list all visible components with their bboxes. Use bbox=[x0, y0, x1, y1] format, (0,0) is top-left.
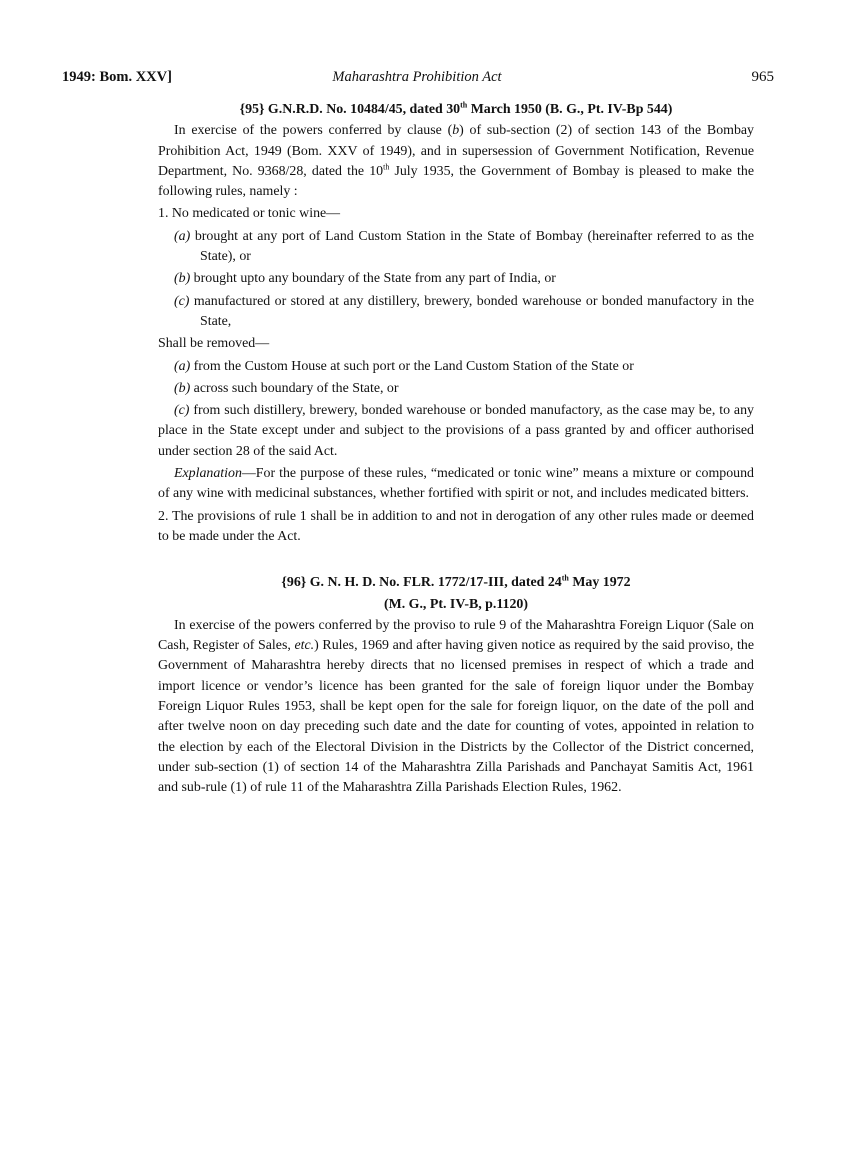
page-number: 965 bbox=[751, 69, 774, 85]
page-header bbox=[62, 68, 772, 90]
section-96-heading: {96} G. N. H. D. No. FLR. 1772/17-III, dated 24th May 1972 bbox=[281, 573, 631, 591]
removal-clause-b: (b) across such boundary of the State, or bbox=[174, 380, 399, 396]
removal-clause-a: (a) from the Custom House at such port or the Land Custom Station of the State or bbox=[174, 358, 634, 374]
section-95-heading: {95} G.N.R.D. No. 10484/45, dated 30th March 1950 (B. G., Pt. IV-Bp 544) bbox=[239, 100, 673, 117]
shall-be-removed: Shall be removed— bbox=[158, 336, 270, 352]
rule-1-clause-b: (b) brought upto any boundary of the State from any part of India, or bbox=[174, 271, 556, 287]
removal-clause-c: (c) from such distillery, brewery, bonded warehouse or bonded manufactory, as the case may be, to any place in the State except under and subject to the provisions of a pass granted by and officer authorised under section 28 of the said Act. bbox=[158, 403, 754, 459]
section-96-gazette-ref: (M. G., Pt. IV-B, p.1120) bbox=[383, 596, 529, 612]
rule-1-clause-a: (a) brought at any port of Land Custom Station in the State of Bombay (hereinafter referred to as the State), or bbox=[174, 228, 754, 265]
rule-1-clause-c: (c) manufactured or stored at any distillery, brewery, bonded warehouse or bonded manufactory in the State, bbox=[174, 293, 754, 329]
rule-2: 2. The provisions of rule 1 shall be in addition to and not in derogation of any other rules made or deemed to be made under the Act. bbox=[158, 508, 754, 544]
section-spacer bbox=[158, 547, 754, 573]
section-96-text: In exercise of the powers conferred by the proviso to rule 9 of the Maharashtra Foreign Liquor (Sale on Cash, Register of Sales, etc.) Rules, 1969 and after having given notice as required by the said proviso, the Government of Maharashtra hereby directs that no licensed premises in respect of which a trade and import licence or vendor’s licence has been granted for the sale of foreign liquor under the Bombay Foreign Liquor Rules 1953, shall be kept open for the sale for foreign liquor, on the date of the poll and after twelve noon on day preceding such date and the date for counting of votes, appointed in relation to the election by each of the Electoral Division in the Districts by the Collector of the District concerned, under sub-section (1) of section 14 of the Maharashtra Zilla Parishads and Panchayat Samitis Act, 1961 and sub-rule (1) of rule 11 of the Maharashtra Zilla Parishads Election Rules, 1962. bbox=[158, 617, 754, 796]
rule-1-lead: 1. No medicated or tonic wine— bbox=[158, 206, 341, 222]
act-reference: 1949: Bom. XXV] bbox=[62, 69, 172, 85]
section-95-intro: In exercise of the powers conferred by clause (b) of sub-section (2) of section 143 of the Bombay Prohibition Act, 1949 (Bom. XXV of 1949), and in supersession of Government Notification, Revenue Department, No. 9368/28, dated the 10th July 1935, the Government of Bombay is pleased to make the following rules, namely : bbox=[158, 123, 754, 200]
page-body bbox=[158, 100, 754, 799]
running-title: Maharashtra Prohibition Act bbox=[332, 69, 502, 85]
explanation-paragraph: Explanation—For the purpose of these rules, “medicated or tonic wine” means a mixture or compound of any wine with medicinal substances, whether fortified with spirit or not, and includes medicated bitters. bbox=[158, 466, 754, 502]
